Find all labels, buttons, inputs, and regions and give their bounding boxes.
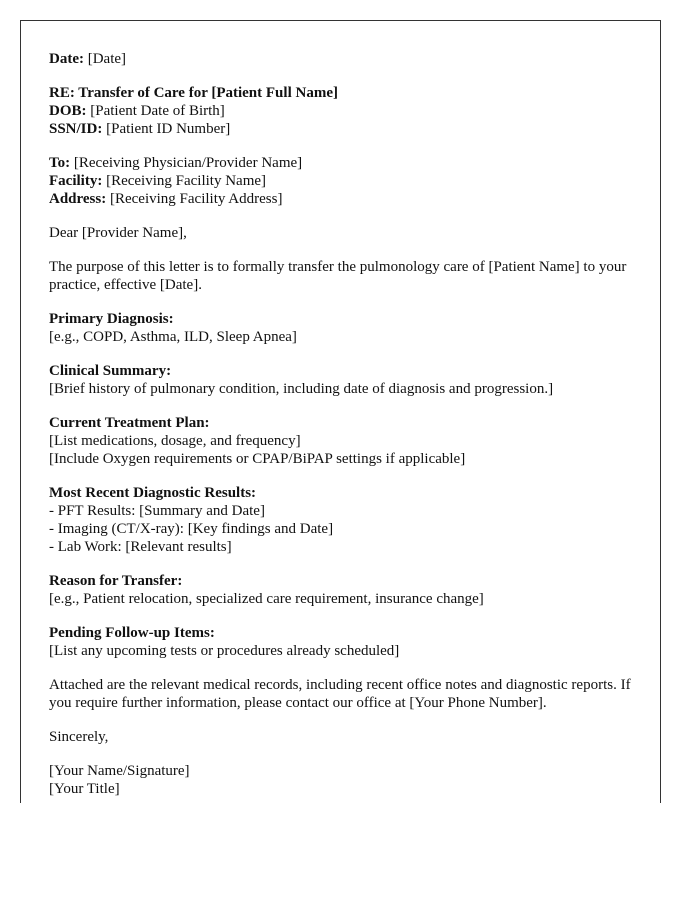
facility-value: [Receiving Facility Name] — [102, 173, 267, 189]
section — [49, 572, 632, 608]
letter-document — [20, 20, 661, 803]
section-line: [e.g., Patient relocation, specialized care requirement, insurance change] — [49, 591, 484, 607]
section — [49, 362, 632, 398]
section — [49, 414, 632, 468]
patient-block — [49, 84, 632, 138]
section-line: [List medications, dosage, and frequency] — [49, 433, 301, 449]
section-line: [Include Oxygen requirements or CPAP/BiPAP settings if applicable] — [49, 451, 466, 467]
section-line: [e.g., COPD, Asthma, ILD, Sleep Apnea] — [49, 329, 297, 345]
section-line: - Lab Work: [Relevant results] — [49, 539, 232, 555]
section — [49, 484, 632, 556]
signature-block — [49, 762, 632, 798]
section-heading: Reason for Transfer: — [49, 573, 183, 589]
section-heading: Primary Diagnosis: — [49, 311, 174, 327]
recipient-block — [49, 154, 632, 208]
date-value: [Date] — [83, 51, 127, 67]
date-line — [49, 50, 632, 68]
re-line: RE: Transfer of Care for [Patient Full Name] — [49, 85, 338, 101]
section-line: - Imaging (CT/X-ray): [Key findings and Date] — [49, 521, 334, 537]
closing-paragraph: Attached are the relevant medical records, including recent office notes and diagnostic reports. If you require further information, please contact our office at [Your Phone Number]. — [49, 677, 631, 711]
ssn-label: SSN/ID: — [49, 121, 103, 137]
section-line: [Brief history of pulmonary condition, including date of diagnosis and progression.] — [49, 381, 554, 397]
signature: [Your Name/Signature] — [49, 763, 190, 779]
section-heading: Most Recent Diagnostic Results: — [49, 485, 257, 501]
section-heading: Current Treatment Plan: — [49, 415, 210, 431]
address-label: Address: — [49, 191, 107, 207]
signoff: Sincerely, — [49, 729, 109, 745]
ssn-value: [Patient ID Number] — [102, 121, 231, 137]
section — [49, 310, 632, 346]
to-label: To: — [49, 155, 71, 171]
section-line: - PFT Results: [Summary and Date] — [49, 503, 265, 519]
section — [49, 624, 632, 660]
sender-title: [Your Title] — [49, 781, 120, 797]
salutation: Dear [Provider Name], — [49, 225, 187, 241]
date-label: Date: — [49, 51, 84, 67]
facility-label: Facility: — [49, 173, 103, 189]
to-value: [Receiving Physician/Provider Name] — [70, 155, 303, 171]
dob-label: DOB: — [49, 103, 87, 119]
intro-paragraph: The purpose of this letter is to formally transfer the pulmonology care of [Patient Name] to your practice, effective [Date]. — [49, 259, 627, 293]
section-line: [List any upcoming tests or procedures already scheduled] — [49, 643, 400, 659]
dob-value: [Patient Date of Birth] — [86, 103, 225, 119]
address-value: [Receiving Facility Address] — [106, 191, 283, 207]
section-heading: Clinical Summary: — [49, 363, 172, 379]
section-heading: Pending Follow-up Items: — [49, 625, 215, 641]
